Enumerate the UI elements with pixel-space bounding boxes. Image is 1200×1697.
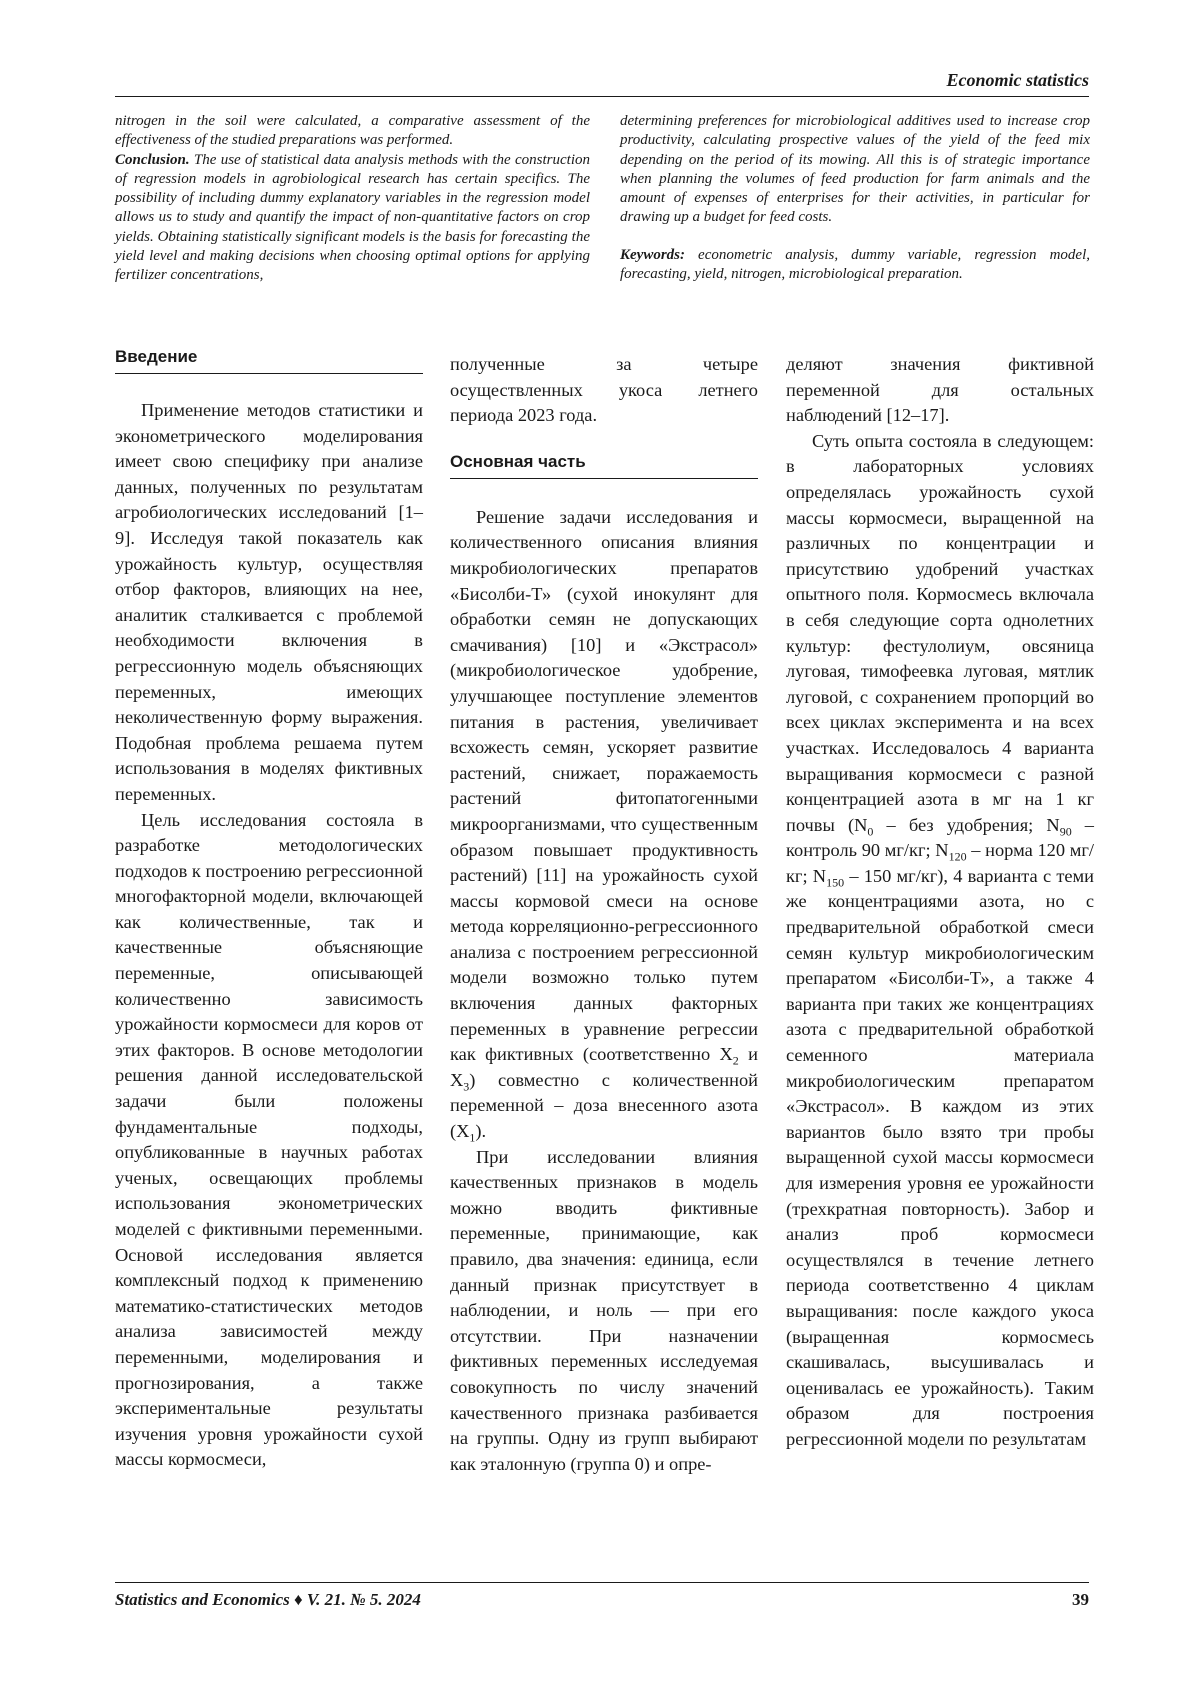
keywords-label: Keywords: — [620, 246, 685, 263]
conclusion-text: The use of statistical data analysis methods with the construction of regression models in agrobiological research has certain specifics. The possibility of including dummy explanatory variables in the regression model allows us to study and quantify the impact of non-quantitative factors on crop yields. Obtaining statistically significant models is the basis for forecasting the yield level and making decisions when choosing optimal options for applying fertilizer concentrations, — [115, 151, 590, 284]
body-paragraph: При исследовании влияния качественных признаков в модель можно вводить фиктивные переменные, принимающие, как правило, два значения: единица, если данный признак присутствует в наблюдении, и ноль — при его отсутствии. При назначении фиктивных переменных исследуемая совокупность по числу значений качественного признака разбивается на группы. Одну из групп выбирают как эталонную (группа 0) и опре- — [450, 1146, 758, 1474]
abstract-paragraph — [115, 112, 590, 151]
section-heading-main: Основная часть — [450, 451, 758, 479]
subscript: 3 — [463, 1079, 470, 1094]
subscript: 150 — [826, 875, 845, 890]
body-column-2 — [450, 352, 758, 1477]
text-run: – без удобрения; N — [873, 814, 1060, 835]
abstract-paragraph — [620, 112, 1090, 228]
text-run: – контроль 90 мг/кг; N — [786, 814, 1095, 861]
abstract-left-column — [115, 112, 590, 286]
text-run: ) совместно с количественной переменной – доза внесенного азота (X — [450, 1069, 758, 1142]
footer-rule — [115, 1582, 1089, 1583]
keywords-paragraph — [620, 246, 1090, 285]
body-paragraph: Применение методов статистики и эконометрического моделирования имеет свою специфику при анализе данных, полученных по результатам агробиологических исследований [1–9]. Исследуя такой показатель как урожайность культур, осуществляя отбор факторов, влияющих на нее, аналитик сталкивается с проблемой необходимости включения в регрессионную модель объясняющих переменных, имеющих неколичественную форму выражения. Подобная проблема решаема путем использования в моделях фиктивных переменных. — [115, 400, 423, 804]
conclusion-label: Conclusion. — [115, 151, 190, 168]
subscript: 90 — [1059, 824, 1072, 839]
body-paragraph — [450, 505, 758, 1145]
text-run: – норма 120 мг/кг; N — [786, 840, 1094, 886]
text-run: Суть опыта состояла в следующем: в лабораторных условиях определялась урожайность сухой массы кормосмеси, выращенной на различных по концентрации и присутствию удобрений участках опытного поля. Кормосмесь включала в себя следующие сорта однолетних культур: фестулолиум, овсяница луговая, тимофеевка луговая, мятлик луговой, с сохранением пропорций во всех циклах эксперимента и на всех участках. Исследовалось 4 варианта выращивания кормосмеси с разной концентрацией азота в мг на 1 кг почвы (N — [786, 430, 1094, 835]
abstract-right-column — [620, 112, 1090, 284]
subscript: 2 — [732, 1053, 739, 1068]
subscript: 120 — [948, 849, 967, 864]
running-title: Economic statistics — [946, 70, 1089, 90]
journal-citation: Statistics and Economics ♦ V. 21. № 5. 2024 — [115, 1590, 421, 1609]
body-column-1 — [115, 347, 423, 1473]
conclusion-paragraph — [115, 151, 590, 286]
text-run: Решение задачи исследования и количественного описания влияния микробиологических препаратов «Бисолби-Т» (сухой инокулянт для обработки семян не допускающих смачивания) [10] и «Экстрасол» (микробиологическое удобрение, улучшающее поступление элементов питания в растения, увеличивает всхожесть семян, ускоряет развитие растений, снижает, поражаемость растений фитопатогенными микроорганизмами, что существенным образом повышает продуктивность растений) [11] на урожайность сухой массы кормовой смеси на основе метода корреляционно-регрессионного анализа с построением регрессионной модели возможно только путем включения данных факторных переменных в уравнение регрессии как фиктивных (соответственно X — [450, 506, 758, 1065]
body-paragraph — [786, 429, 1094, 1453]
header-rule — [115, 96, 1089, 97]
body-paragraph-continued: деляют значения фиктивной переменной для остальных наблюдений [12–17]. — [786, 354, 1094, 426]
abstract-text: nitrogen in the soil were calculated, a comparative assessment of the effectiveness of the studied preparations was performed. — [115, 113, 590, 149]
body-column-3 — [786, 352, 1094, 1453]
body-paragraph-continued: полученные за четыре осуществленных укоса летнего периода 2023 года. — [450, 354, 758, 426]
subscript: 1 — [469, 1130, 476, 1145]
section-heading-intro: Введение — [115, 346, 423, 374]
keywords-text: econometric analysis, dummy variable, regression model, forecasting, yield, nitrogen, microbiological preparation. — [620, 246, 1090, 283]
body-paragraph: Цель исследования состояла в разработке методологических подходов к построению регрессионной многофакторной модели, включающей как количественные, так и качественные объясняющие переменные, описывающей количественно зависимость урожайности кормосмеси для коров от этих факторов. В основе методологии решения данной исследовательской задачи были положены фундаментальные подходы, опубликованные в научных работах ученых, освещающих проблемы использования эконометрических моделей с фиктивными переменными. Основой исследования является комплексный подход к применению математико-статистических методов анализа зависимостей между переменными, моделирования и прогнозирования, а также экспериментальные результаты изучения уровня урожайности сухой массы кормосмеси, — [115, 809, 423, 1470]
subscript: 0 — [867, 824, 874, 839]
text-run: ). — [475, 1121, 487, 1142]
text-run: и X — [450, 1044, 758, 1090]
text-run: – 150 мг/кг), 4 варианта с теми же концентрациями азота, но с предварительной обработкой смеси семян культур микробиологическим препаратом «Бисолби-Т», а также 4 варианта при таких же концентрациях азота с предварительной обработкой семенного материала микробиологическим препаратом «Экстрасол». В каждом из этих вариантов было взято три пробы выращенной сухой массы кормосмеси для измерения уровня ее урожайности (трехкратная повторность). Забор и анализ проб кормосмеси осуществлялся в течение летнего периода соответственно 4 циклам выращивания: после каждого укоса (выращенная кормосмесь скашивалась, высушивалась и оценивалась ее урожайность). Таким образом для построения регрессионной модели по результатам — [786, 865, 1095, 1449]
abstract-text: determining preferences for microbiological additives used to increase crop productivity, calculating prospective values of the yield of the feed mix depending on the period of its mowing. All this is of strategic importance when planning the volumes of feed production for farm animals and the amount of expenses of enterprises for their activities, in particular for drawing up a budget for feed costs. — [620, 113, 1090, 226]
page-number: 39 — [1072, 1590, 1089, 1609]
